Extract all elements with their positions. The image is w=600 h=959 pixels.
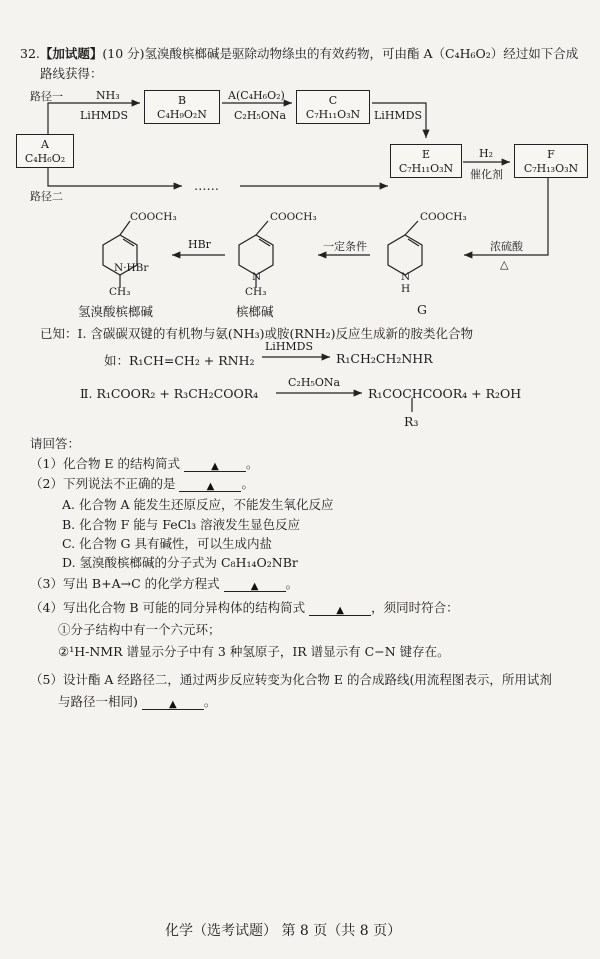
- q5-answer-blank[interactable]: [142, 695, 204, 710]
- route2-line: [48, 168, 182, 186]
- g-ester-group: COOCH₃: [420, 211, 467, 223]
- q2-answer-blank[interactable]: [179, 477, 241, 492]
- question-intro-line2: 路线获得：: [40, 66, 103, 81]
- known-item2-sub: R₃: [404, 414, 419, 429]
- known-item1: [40, 324, 473, 342]
- question-number: 32.: [20, 46, 40, 61]
- question-intro: 氢溴酸槟榔碱是驱除动物绦虫的有效药物，可由酯 A（C₄H₆O₂）经过如下合成: [144, 46, 579, 61]
- compound-c-name: C: [328, 94, 338, 107]
- q1-answer-blank[interactable]: [184, 457, 246, 472]
- q4-triangle-icon: ▲: [336, 605, 344, 616]
- known-item2-reagent: C₂H₅ONa: [288, 376, 341, 389]
- route2-dots: ……: [194, 178, 219, 193]
- reagent-ef-top: H₂: [479, 147, 494, 160]
- reagent-bc-bottom: C₂H₅ONa: [234, 109, 287, 122]
- arecoline-name: 槟榔碱: [236, 304, 274, 319]
- compound-a-formula: C₄H₆O₂: [24, 152, 66, 165]
- q3-line: [30, 574, 298, 592]
- salt-n-atom: N·HBr: [114, 262, 149, 274]
- g-n-atom: N: [401, 271, 411, 283]
- reagent-ab-top: NH₃: [96, 89, 120, 102]
- known-item2-right: R₁COCHCOOR₄ + R₂OH: [368, 386, 522, 401]
- arecoline-ester-group: COOCH₃: [270, 211, 317, 223]
- arecoline-n-atom: N: [252, 271, 262, 283]
- q1-end: 。: [246, 456, 259, 471]
- route1-label: 路径一: [30, 90, 63, 103]
- g-name: G: [417, 302, 427, 317]
- reagent-arecoline-salt: HBr: [188, 238, 211, 251]
- reaction-scheme-lines: [0, 0, 600, 330]
- compound-a-box: [16, 134, 74, 168]
- reagent-ef-bottom: 催化剂: [470, 168, 503, 181]
- q1-triangle-icon: ▲: [211, 461, 219, 472]
- salt-name: 氢溴酸槟榔碱: [78, 304, 154, 319]
- known-item2-left: Ⅱ. R₁COOR₂ + R₃CH₂COOR₄: [80, 386, 259, 401]
- salt-methyl: CH₃: [109, 286, 131, 298]
- q5-text: 与路径一相同): [58, 694, 138, 709]
- q3-end: 。: [285, 576, 299, 591]
- salt-ring-structure: [103, 221, 137, 288]
- compound-e-box: [390, 144, 462, 178]
- reagent-fg-bottom: △: [500, 258, 509, 271]
- q2-text: （2）下列说法不正确的是: [30, 476, 176, 491]
- route2-label: 路径二: [30, 190, 63, 203]
- q4-condition2: ②¹H-NMR 谱显示分子中有 3 种氢原子，IR 谱显示有 C−N 键存在。: [58, 644, 450, 659]
- q4-condition1: ①分子结构中有一个六元环；: [58, 622, 221, 637]
- q3-answer-blank[interactable]: [224, 577, 286, 592]
- known-item1-example-left: 如：R₁CH=CH₂ + RNH₂: [104, 353, 255, 368]
- answers-heading: 请回答：: [30, 436, 81, 451]
- compound-c-formula: C₇H₁₁O₃N: [305, 108, 361, 121]
- salt-ester-group: COOCH₃: [130, 211, 177, 223]
- q5-end: 。: [203, 694, 217, 709]
- salt-hbr: ·HBr: [123, 262, 149, 274]
- known-item1-example-right: R₁CH₂CH₂NHR: [336, 351, 433, 366]
- compound-f-formula: C₇H₁₃O₃N: [523, 162, 579, 175]
- reagent-g-arecoline: 一定条件: [323, 240, 367, 253]
- compound-b-name: B: [177, 94, 187, 107]
- q4-line: [30, 598, 459, 616]
- q2-end: 。: [241, 476, 254, 491]
- known-item1-reagent: LiHMDS: [265, 340, 314, 353]
- q2-line: [30, 474, 254, 492]
- reagent-ab-bottom: LiHMDS: [80, 109, 129, 122]
- q2-option-c: C. 化合物 G 具有碱性，可以生成内盐: [62, 536, 272, 551]
- q4-end: ，须同时符合：: [371, 600, 459, 615]
- known-heading: 已知：: [40, 326, 78, 341]
- reagent-ce: LiHMDS: [374, 109, 423, 122]
- q3-triangle-icon: ▲: [250, 581, 259, 592]
- compound-e-formula: C₇H₁₁O₃N: [398, 162, 454, 175]
- q2-triangle-icon: ▲: [206, 481, 215, 492]
- reagent-bc-top: A(C₄H₆O₂): [228, 89, 285, 102]
- q1-line: [30, 454, 259, 472]
- q4-answer-blank[interactable]: [309, 601, 371, 616]
- q2-option-a: A. 化合物 A 能发生还原反应，不能发生氧化反应: [62, 497, 334, 512]
- question-tag: 【加试题】: [39, 46, 103, 61]
- q2-option-b: B. 化合物 F 能与 FeCl₃ 溶液发生显色反应: [62, 517, 301, 532]
- q1-text: （1）化合物 E 的结构简式: [30, 456, 181, 471]
- compound-b-box: [144, 90, 220, 124]
- compound-e-name: E: [421, 148, 431, 161]
- g-h-atom: H: [401, 283, 411, 295]
- compound-b-formula: C₄H₉O₂N: [157, 108, 207, 121]
- question-points: (10 分): [102, 46, 145, 61]
- q5-line1: （5）设计酯 A 经路径二，通过两步反应转变为化合物 E 的合成路线(用流程图表示，所用试剂: [30, 672, 552, 687]
- q4-text: （4）写出化合物 B 可能的同分异构体的结构简式: [30, 600, 306, 615]
- g-ring-structure: [388, 221, 422, 275]
- compound-f-name: F: [547, 148, 555, 161]
- q2-option-d: D. 氢溴酸槟榔碱的分子式为 C₈H₁₄O₂NBr: [62, 555, 298, 570]
- arecoline-methyl: CH₃: [245, 286, 267, 298]
- compound-f-box: [514, 144, 588, 178]
- page-footer: 化学（选考试题） 第 8 页（共 8 页）: [165, 923, 402, 939]
- compound-a-name: A: [41, 138, 49, 151]
- reagent-fg-top: 浓硫酸: [490, 240, 523, 253]
- q3-text: （3）写出 B+A→C 的化学方程式: [30, 576, 220, 591]
- known-item1-text: Ⅰ. 含碳碳双键的有机物与氨(NH₃)或胺(RNH₂)反应生成新的胺类化合物: [77, 326, 474, 341]
- q5-triangle-icon: ▲: [169, 699, 177, 710]
- compound-c-box: [296, 90, 370, 124]
- q5-line2: [58, 692, 216, 710]
